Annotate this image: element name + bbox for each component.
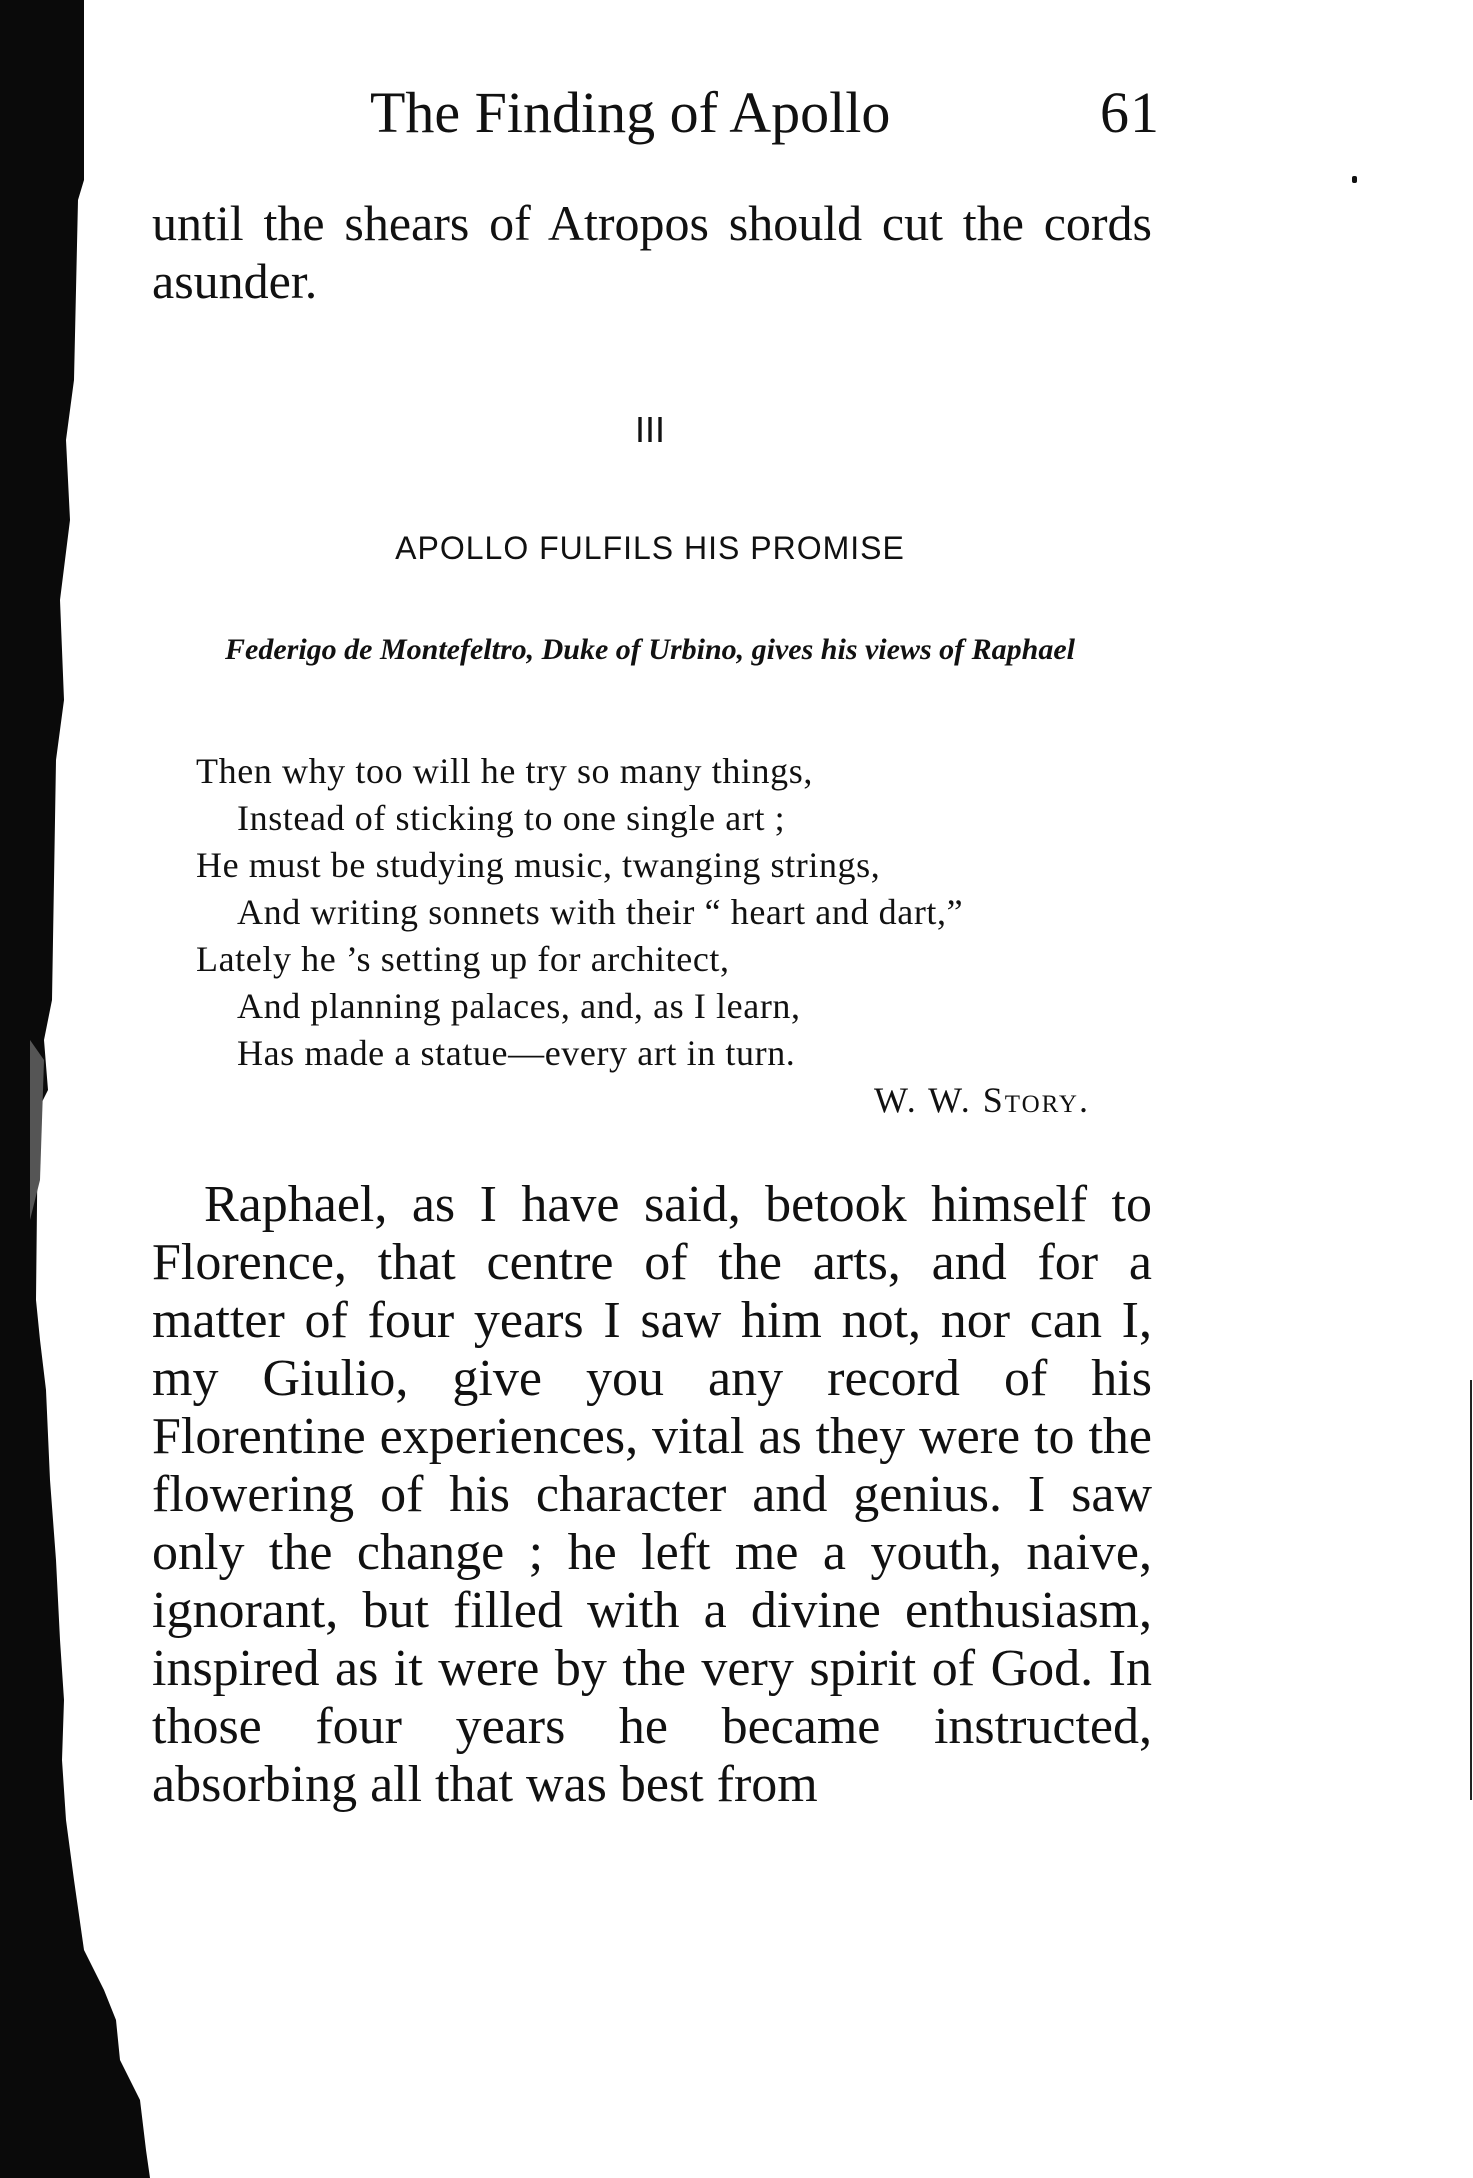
poem-line: Instead of sticking to one single art ; xyxy=(237,798,786,838)
ink-speck xyxy=(1352,176,1357,183)
section-numeral: III xyxy=(634,409,665,450)
poem-attribution: W. W. Story. xyxy=(874,1080,1090,1120)
poem-line: Then why too will he try so many things, xyxy=(196,751,813,791)
scanned-page-edge xyxy=(0,0,150,2178)
page-number: 61 xyxy=(1100,80,1160,145)
poem-line: And planning palaces, and, as I learn, xyxy=(237,986,801,1026)
poem-line: He must be studying music, twanging strings, xyxy=(196,845,881,885)
section-heading: APOLLO FULFILS HIS PROMISE xyxy=(395,530,905,566)
body-paragraph: Raphael, as I have said, betook himself to Florence, that centre of the arts, and for a matter of four years I saw him not, nor can I, my Giulio, give you any record of his Florentine experiences, vital as they were to the flowering of his character and genius. I saw only the change ; he left me a youth, naive, ignorant, but filled with a divine enthusiasm, inspired as it were by the very spirit of God. In those four years he became instructed, absorbing all that was best from xyxy=(152,1176,1152,1813)
right-edge-mark xyxy=(1470,1380,1472,1800)
epigraph-caption: Federigo de Montefeltro, Duke of Urbino, gives his views of Raphael xyxy=(225,633,1075,666)
poem-line: Has made a statue—every art in turn. xyxy=(237,1033,796,1073)
poem-epigraph xyxy=(196,748,1176,1124)
continuation-paragraph: until the shears of Atropos should cut the cords asunder. xyxy=(152,195,1152,309)
page-header xyxy=(370,78,1160,148)
continuation-text xyxy=(152,194,1152,310)
poem-line: And writing sonnets with their “ heart and dart,” xyxy=(237,892,964,932)
running-title: The Finding of Apollo xyxy=(370,80,891,145)
poem-line: Lately he ’s setting up for architect, xyxy=(196,939,730,979)
body-text xyxy=(152,1176,1152,1814)
